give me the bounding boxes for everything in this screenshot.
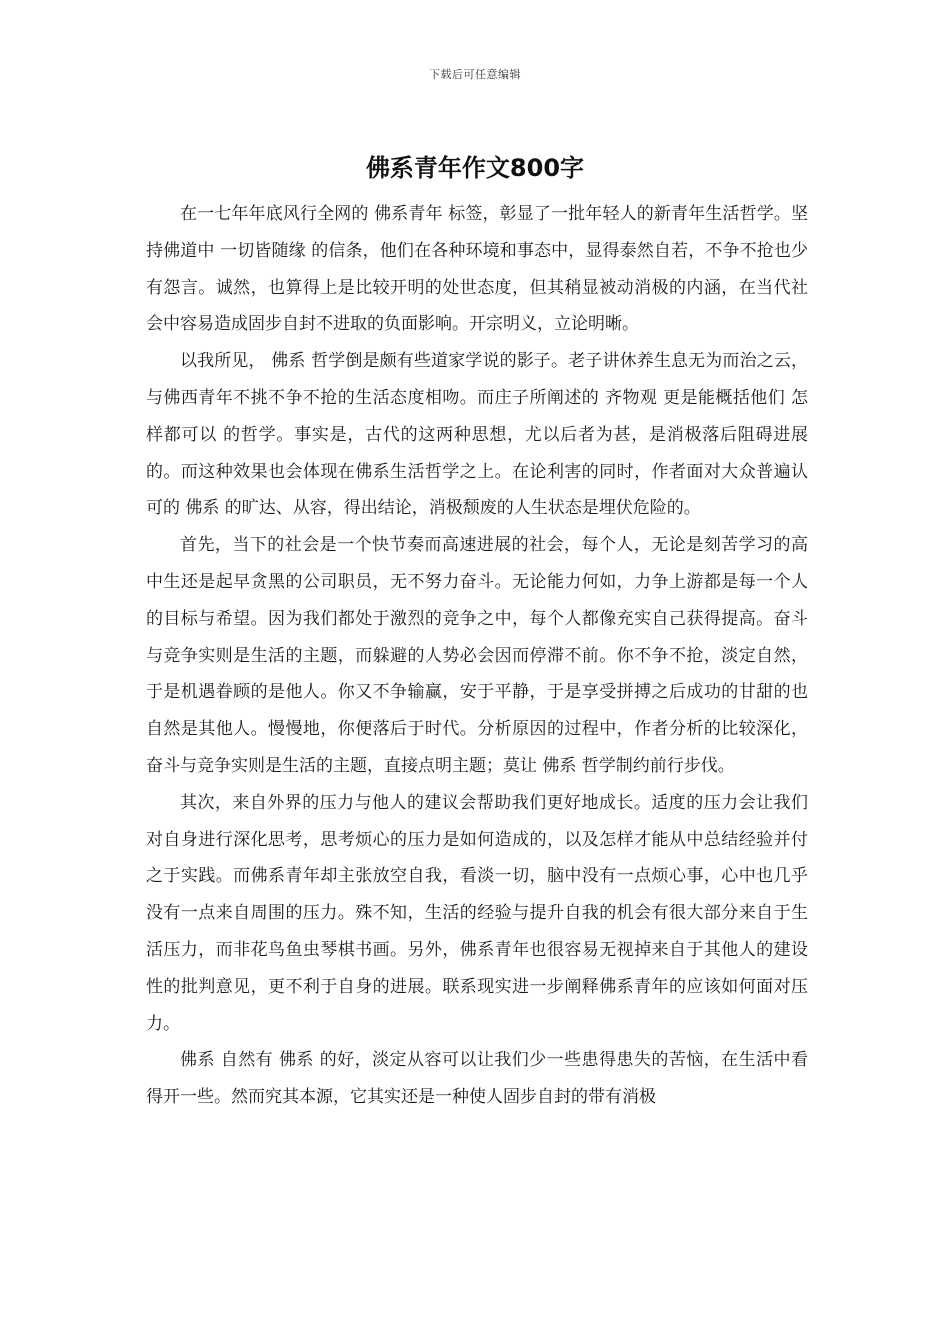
- document-title: 佛系青年作文800字: [365, 154, 585, 182]
- document-body: [146, 196, 808, 1116]
- paragraph-second: 其次，来自外界的压力与他人的建议会帮助我们更好地成长。适度的压力会让我们对自身进行深化思考，思考烦心的压力是如何造成的，以及怎样才能从中总结经验并付之于实践。而佛系青年却主张放空自我，看淡一切，脑中没有一点烦心事，心中也几乎没有一点来自周围的压力。殊不知，生活的经验与提升自我的机会有很大部分来自于生活压力，而非花鸟鱼虫琴棋书画。另外，佛系青年也很容易无视掉来自于其他人的建设性的批判意见，更不利于自身的进展。联系现实进一步阐释佛系青年的应该如何面对压力。: [146, 792, 808, 1034]
- paragraph-view: 以我所见， 佛系 哲学倒是颇有些道家学说的影子。老子讲休养生息无为而治之云，与佛西青年不挑不争不抢的生活态度相吻。而庄子所阐述的 齐物观 更是能概括他们 怎样都可以 的哲学。事实是，古代的这两种思想，尤以后者为甚，是消极落后阻碍进展的。而这种效果也会体现在佛系生活哲学之上。在论利害的同时，作者面对大众普遍认可的 佛系 的旷达、从容，得出结论，消极颓废的人生状态是埋伏危险的。: [146, 351, 808, 519]
- paragraph-intro: 在一七年年底风行全网的 佛系青年 标签，彰显了一批年轻人的新青年生活哲学。坚持佛道中 一切皆随缘 的信条，他们在各种环境和事态中，显得泰然自若，不争不抢也少有怨言。诚然，也算得上是比较开明的处世态度，但其稍显被动消极的内涵，在当代社会中容易造成固步自封不进取的负面影响。开宗明义，立论明晰。: [146, 204, 808, 335]
- download-note: 下载后可任意编辑: [429, 68, 521, 81]
- paragraph-conclusion: 佛系 自然有 佛系 的好，淡定从容可以让我们少一些患得患失的苦恼，在生活中看得开一些。然而究其本源，它其实还是一种使人固步自封的带有消极: [146, 1050, 808, 1108]
- paragraph-first: 首先，当下的社会是一个快节奏而高速进展的社会，每个人，无论是刻苦学习的高中生还是起早贪黑的公司职员，无不努力奋斗。无论能力何如，力争上游都是每一个人的目标与希望。因为我们都处于激烈的竞争之中，每个人都像充实自己获得提高。奋斗与竞争实则是生活的主题，而躲避的人势必会因而停滞不前。你不争不抢，淡定自然，于是机遇眷顾的是他人。你又不争输赢，安于平静，于是享受拼搏之后成功的甘甜的也自然是其他人。慢慢地，你便落后于时代。分析原因的过程中，作者分析的比较深化，奋斗与竞争实则是生活的主题，直接点明主题；莫让 佛系 哲学制约前行步伐。: [146, 535, 808, 776]
